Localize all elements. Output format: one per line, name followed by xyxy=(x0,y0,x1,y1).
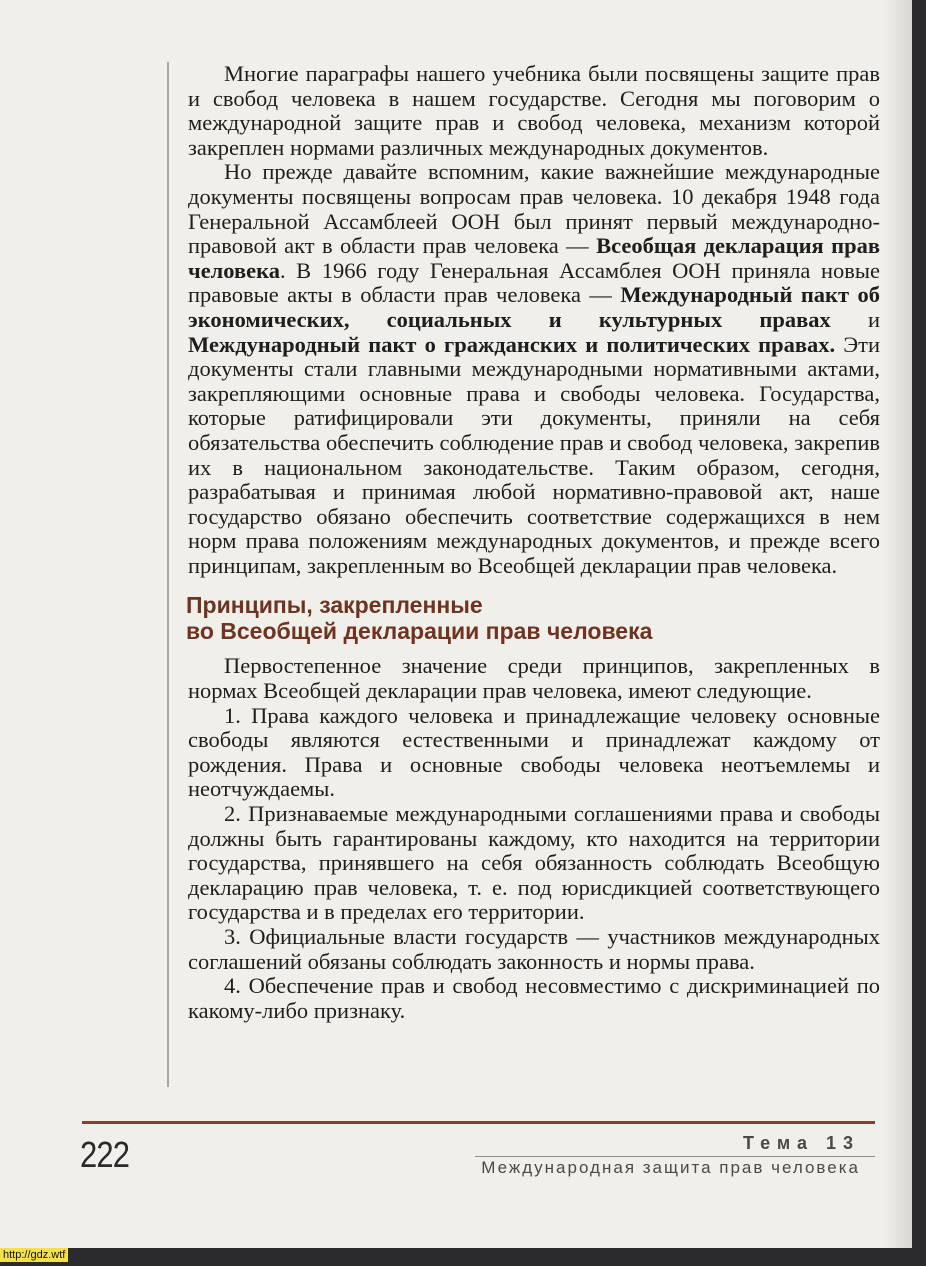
bold-term-civil-pact: Международный пакт о гражданских и политических правах. xyxy=(188,331,836,357)
paragraph-text: . В 1966 году Генеральная Ассамблея ООН приняла новые правовые акты в области прав человека — xyxy=(188,257,880,308)
section-heading xyxy=(186,592,880,644)
principle-item-3: 3. Официальные власти государств — участников международных соглашений обязаны соблюдать законность и нормы права. xyxy=(188,924,880,974)
margin-rule xyxy=(167,62,169,1087)
footer-divider xyxy=(475,1156,875,1157)
footer-rule xyxy=(82,1121,875,1124)
watermark-link[interactable]: http://gdz.wtf xyxy=(0,1248,68,1262)
paragraph-principles-intro: Первостепенное значение среди принципов, закрепленных в нормах Всеобщей декларации прав человека, имеют следующие. xyxy=(188,653,880,704)
paragraph-text: Но прежде давайте вспомним, какие важнейшие международные документы посвящены вопросам прав человека. 10 декабря 1948 года Генеральной Ассамблеей ООН был принят первый международно-правовой акт в области прав человека — xyxy=(188,159,880,259)
principle-item-1: 1. Права каждого человека и принадлежащие человеку основные свободы являются естественными и принадлежат каждому от рождения. Права и основные свободы человека неотъемлемы и неотчуждаемы. xyxy=(188,702,880,802)
page-edge-shadow xyxy=(882,0,912,1248)
theme-label: Тема 13 xyxy=(743,1133,860,1153)
principle-item-4: 4. Обеспечение прав и свобод несовместимо с дискриминацией по какому-либо признаку. xyxy=(188,973,880,1023)
page-content xyxy=(188,62,880,1023)
principle-item-2: 2. Признаваемые международными соглашениями права и свободы должны быть гарантированы каждому, кто находится на территории государства, принявшего на себя обязанность соблюдать Всеобщую декларацию прав человека, т. е. под юрисдикцией соответствующего государства и в пределах его территории. xyxy=(188,801,880,925)
theme-title: Международная защита прав человека xyxy=(481,1158,860,1177)
paragraph-intro: Многие параграфы нашего учебника были посвящены защите прав и свобод человека в нашем государстве. Сегодня мы поговорим о международной защите прав и свобод человека, механизм которой закреплен нормами различных международных документов. xyxy=(188,61,880,160)
paragraph-text: и xyxy=(830,306,880,332)
paragraph-text: Эти документы стали главными международными нормативными актами, закрепляющими основные права и свободы человека. Государства, которые ратифицировали эти документы, приняли на себя обязательства обеспечить соблюдение прав и свобод человека, закрепив их в национальном законодательстве. Таким образом, сегодня, разрабатывая и принимая любой нормативно-правовой акт, наше государство обязано обеспечить соответствие содержащихся в нем норм права положениям международных документов, и прежде всего принципам, закрепленным во Всеобщей декларации прав человека. xyxy=(188,331,881,578)
section-heading-line: Принципы, закрепленные xyxy=(186,592,483,619)
bold-term-declaration: Всеобщая декларация прав человека xyxy=(188,233,880,283)
bold-term-economic-pact: Международный пакт об экономических, социальных и культурных правах xyxy=(188,282,880,332)
section-heading-line: во Всеобщей декларации прав человека xyxy=(186,618,653,645)
paragraph-documents xyxy=(188,160,880,578)
page-number: 222 xyxy=(80,1134,130,1175)
